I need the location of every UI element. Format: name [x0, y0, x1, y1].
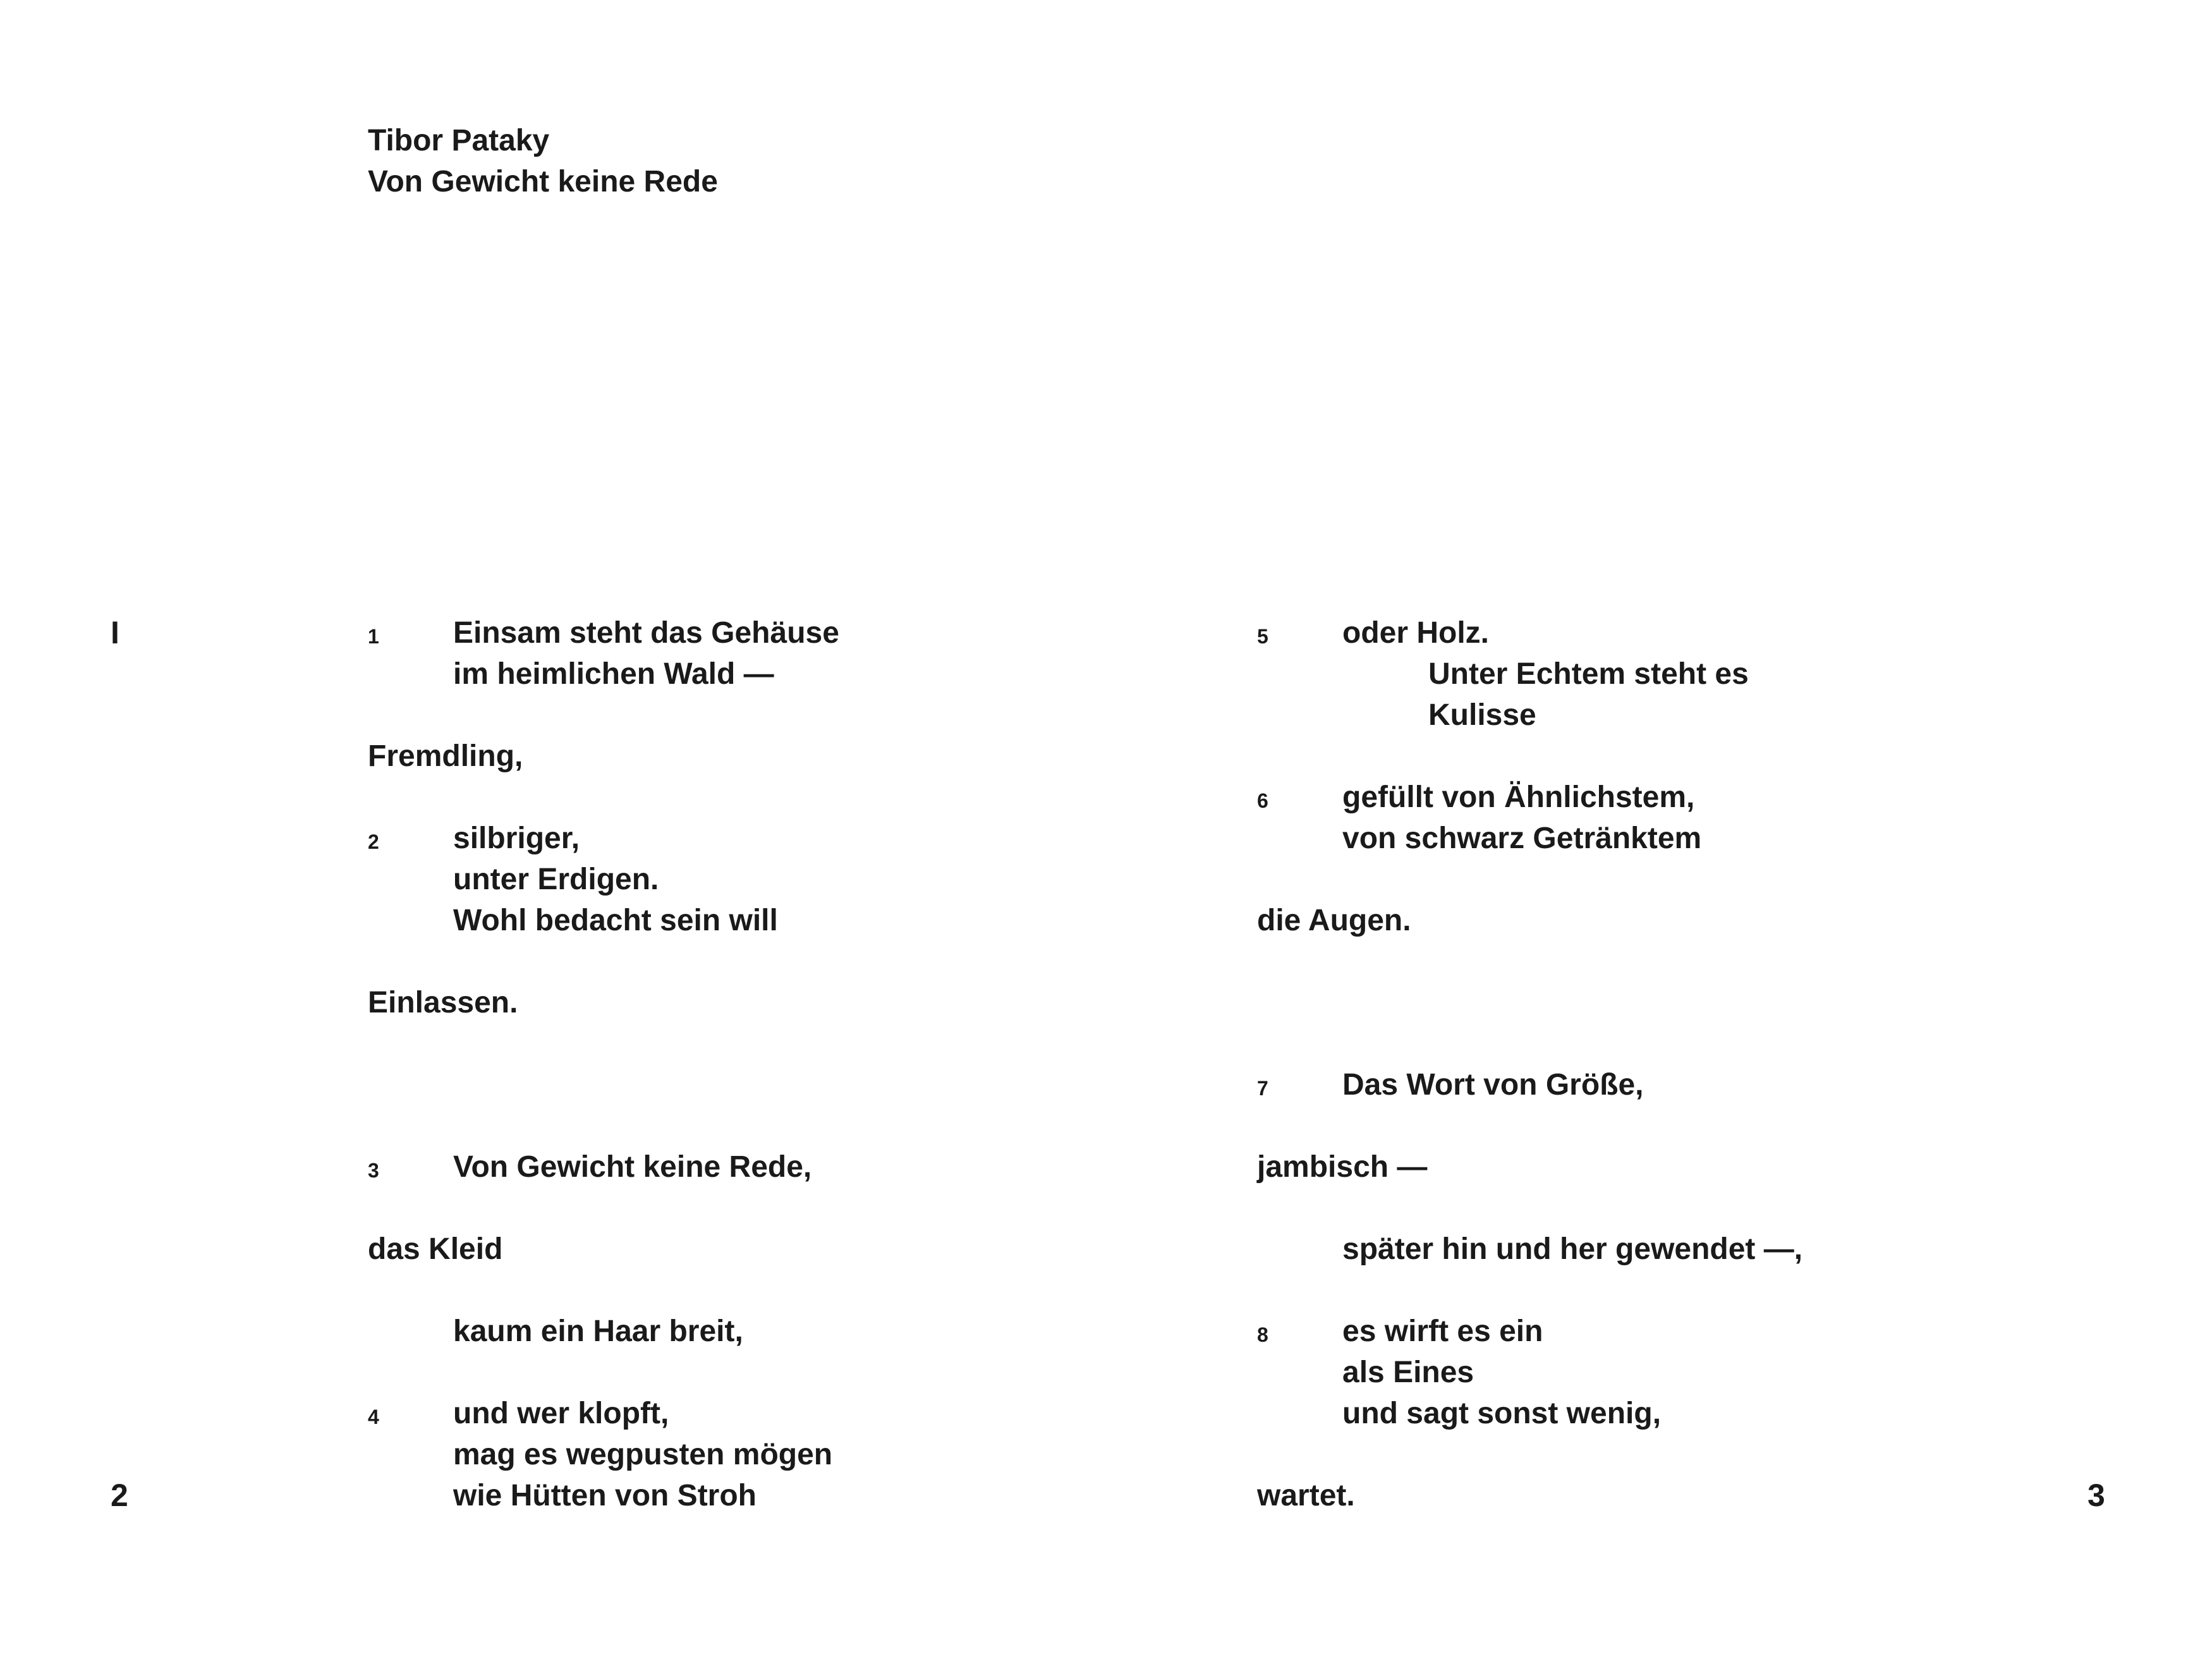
verse-line: Einlassen.	[368, 986, 518, 1019]
verse-line: wartet.	[1257, 1479, 1355, 1512]
stanza-number: 2	[368, 830, 379, 853]
stanza-number: 3	[368, 1159, 379, 1182]
verse-line: Fremdling,	[368, 739, 523, 773]
verse-line: Kulisse	[1428, 698, 1536, 732]
verse-line: Einsam steht das Gehäuse	[453, 616, 839, 650]
verse-line: Unter Echtem steht es	[1428, 657, 1749, 691]
verse-line: Das Wort von Größe,	[1342, 1068, 1644, 1102]
stanza-number: 6	[1257, 789, 1268, 812]
page-number-left: 2	[111, 1478, 128, 1513]
page-number-right: 3	[2087, 1478, 2105, 1513]
author-name: Tibor Pataky	[368, 124, 550, 157]
verse-line: unter Erdigen.	[453, 863, 659, 896]
verse-line: jambisch —	[1257, 1150, 1428, 1184]
verse-line: im heimlichen Wald —	[453, 657, 774, 691]
verse-line: gefüllt von Ähnlichstem,	[1342, 781, 1695, 814]
verse-line: oder Holz.	[1342, 616, 1490, 650]
verse-line: von schwarz Getränktem	[1342, 822, 1702, 855]
verse-line: kaum ein Haar breit,	[453, 1315, 743, 1348]
verse-line: es wirft es ein	[1342, 1315, 1543, 1348]
verse-line: silbriger,	[453, 822, 580, 855]
verse-line: Von Gewicht keine Rede,	[453, 1150, 812, 1184]
stanza-number: 7	[1257, 1077, 1268, 1100]
section-marker: I	[111, 615, 119, 650]
stanza-number: 5	[1257, 625, 1268, 648]
poem-title: Von Gewicht keine Rede	[368, 165, 718, 198]
verse-line: das Kleid	[368, 1232, 503, 1266]
verse-line: wie Hütten von Stroh	[453, 1479, 757, 1512]
verse-line: als Eines	[1342, 1356, 1474, 1389]
verse-line: die Augen.	[1257, 904, 1411, 937]
verse-line: und wer klopft,	[453, 1397, 669, 1430]
stanza-number: 4	[368, 1406, 379, 1428]
stanza-number: 8	[1257, 1323, 1268, 1346]
stanza-number: 1	[368, 625, 379, 648]
verse-line: Wohl bedacht sein will	[453, 904, 778, 937]
verse-line: später hin und her gewendet —,	[1342, 1232, 1803, 1266]
verse-line: und sagt sonst wenig,	[1342, 1397, 1662, 1430]
verse-line: mag es wegpusten mögen	[453, 1438, 833, 1471]
